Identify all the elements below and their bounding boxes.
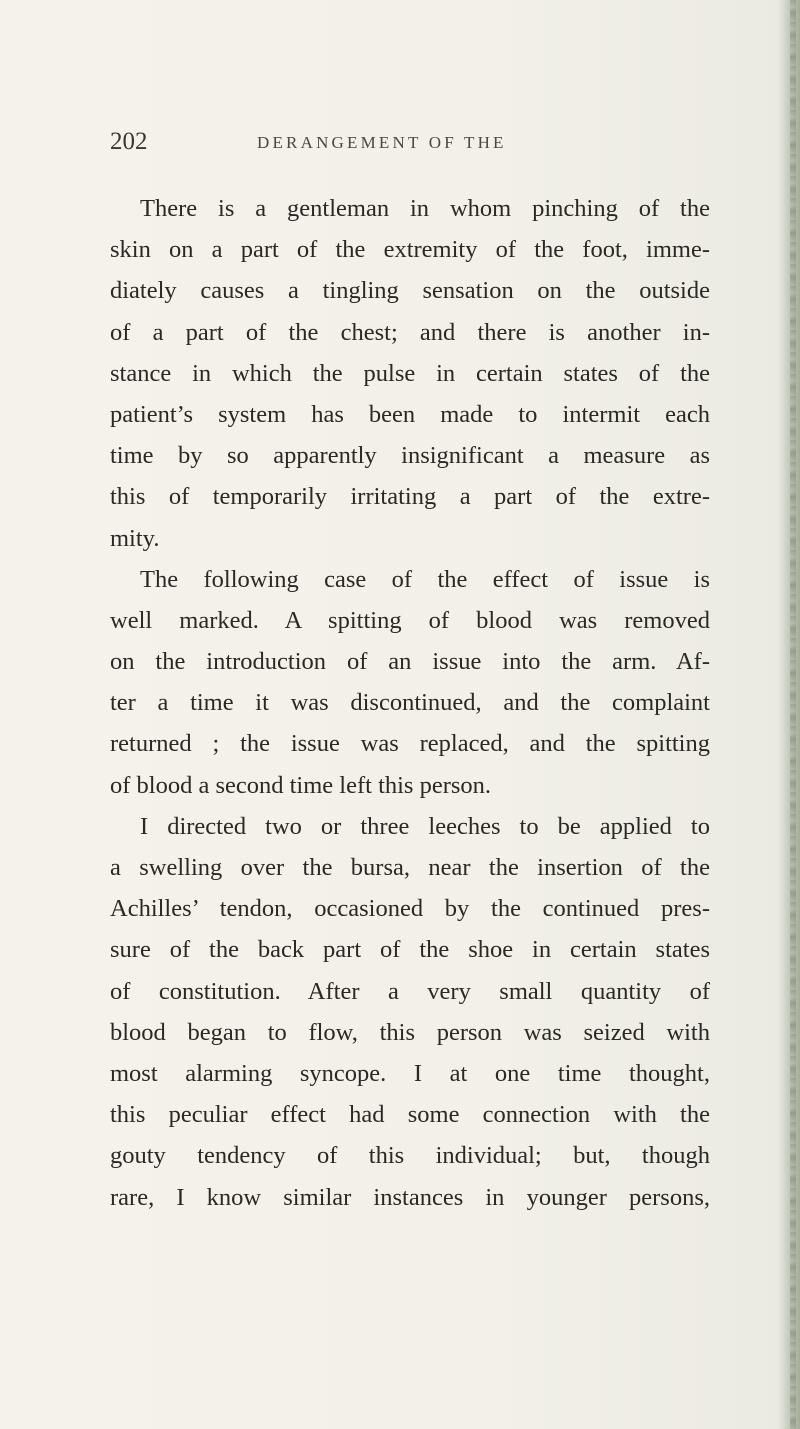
text-line: most alarming syncope. I at one time thought, bbox=[110, 1059, 710, 1087]
text-line: a swelling over the bursa, near the insertion of the bbox=[110, 854, 710, 881]
page-edge-shadow bbox=[778, 0, 800, 1429]
text-line: There is a gentleman in whom pinching of the bbox=[140, 195, 710, 222]
text-line: mity. bbox=[110, 524, 160, 552]
text-line: Achilles’ tendon, occasioned by the continued pres- bbox=[110, 895, 710, 923]
text-line: time by so apparently insignificant a measure as bbox=[110, 442, 710, 470]
text-line: of blood a second time left this person. bbox=[110, 771, 492, 799]
text-line: ter a time it was discontinued, and the complaint bbox=[110, 689, 710, 717]
text-line: gouty tendency of this individual; but, though bbox=[110, 1142, 710, 1170]
text-line: skin on a part of the extremity of the foot, imme- bbox=[110, 236, 710, 264]
text-line: patient’s system has been made to intermit each bbox=[110, 400, 710, 428]
text-line: rare, I know similar instances in younger persons, bbox=[110, 1183, 710, 1211]
text-line: The following case of the effect of issue is bbox=[140, 565, 710, 593]
text-line: this peculiar effect had some connection with the bbox=[110, 1101, 710, 1129]
page-number: 202 bbox=[110, 128, 148, 155]
text-line: of constitution. After a very small quantity of bbox=[110, 977, 710, 1005]
body-text bbox=[110, 188, 710, 1218]
text-line: blood began to flow, this person was seized with bbox=[110, 1018, 710, 1046]
text-line: on the introduction of an issue into the arm. Af- bbox=[110, 648, 710, 676]
text-line: of a part of the chest; and there is another in- bbox=[110, 318, 710, 346]
running-head: DERANGEMENT OF THE bbox=[257, 133, 507, 152]
text-line: stance in which the pulse in certain states of the bbox=[110, 359, 710, 387]
text-line: I directed two or three leeches to be applied to bbox=[140, 812, 710, 840]
text-line: diately causes a tingling sensation on the outside bbox=[110, 277, 710, 305]
text-line: well marked. A spitting of blood was removed bbox=[110, 606, 710, 634]
text-line: this of temporarily irritating a part of the extre- bbox=[110, 483, 710, 511]
text-line: returned ; the issue was replaced, and the spitting bbox=[110, 730, 710, 758]
page-header bbox=[110, 128, 710, 162]
text-line: sure of the back part of the shoe in certain states bbox=[110, 936, 710, 964]
